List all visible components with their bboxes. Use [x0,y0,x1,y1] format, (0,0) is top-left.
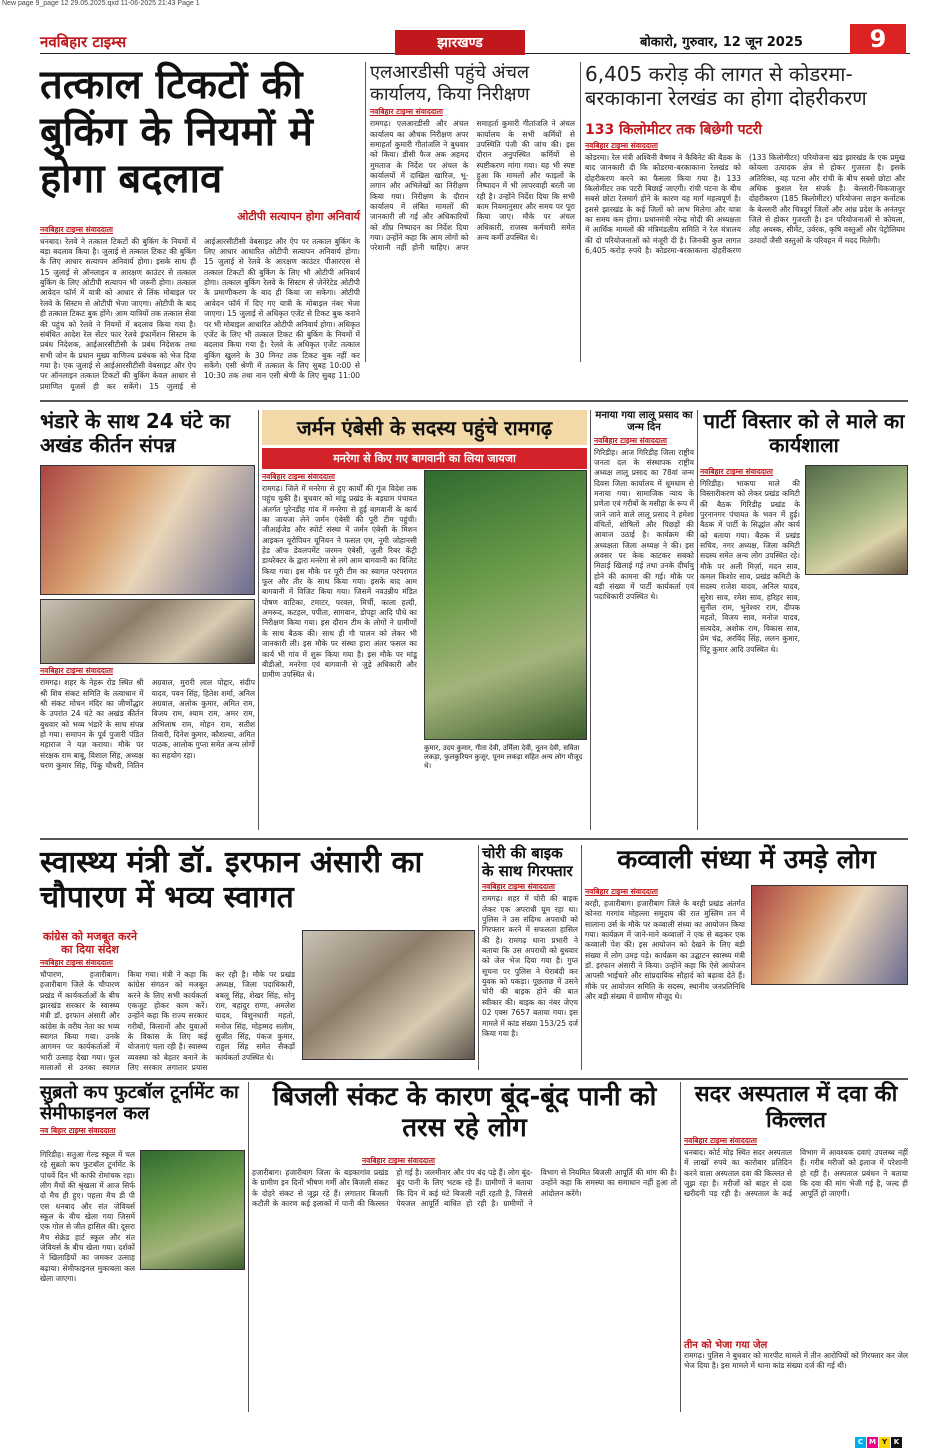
article-body: धनबाद। रेलवे ने तत्काल टिकटों की बुकिंग के नियमों में बड़ा बदलाव किया है। जुलाई से तत्काल टिकट की बुकिंग के लिए आधार सत्यापन अनिवार्य होगा। इसके साथ ही 15 जुलाई से ऑनलाइन व आरक्षण काउंटर से तत्काल बुकिंग के लिए ओटीपी सत्यापन भी जरूरी होगा। तत्काल आवेदन फॉर्म में यात्री को आधार से लिंक मोबाइल पर रेलवे के सिस्टम से ओटीपी भेजा जाएगा। ओटीपी के बाद ही तत्काल टिकट बुक होंगे। आम यात्रियों तक तत्काल सेवा की पहुंच को रेलवे ने नियमों में बदलाव किया गया है। संबंधित आदेश रेल सेंटर फार रेलवे इंफार्मेशन सिस्टम के प्रबंध निदेशक, आईआरसीटीसी के प्रबंध निदेशक तथा सभी जोन के प्रधान मुख्य वाणिज्य प्रबंधक को भेज दिया गया है। एक जुलाई से आईआरसीटीसी वेबसाइट और ऐप पर ऑनलाइन तत्काल टिकटों की बुकिंग केवल आधार से प्रमाणित यूजर्स ही कर सकेंगे। 15 जुलाई से आईआरसीटीसी वेबसाइट और ऐप पर तत्काल बुकिंग के लिए आधार आधारित ओटीपी सत्यापन अनिवार्य होगा। 15 जुलाई से रेलवे के आरक्षण काउंटर पीआरएस से तत्काल टिकटों की बुकिंग के लिए भी ओटीपी अनिवार्य होगा। तत्काल बुकिंग रेलवे के सिस्टम से जेनेरेटेड ओटीपी के प्रमाणीकरण के बाद ही किया जा सकेगा। ओटीपी आवेदन फॉर्म में दिए गए यात्री के मोबाइल नंबर भेजा जाएगा। 15 जुलाई से अधिकृत एजेंट से टिकट बुक कराने पर भी मोबाइल आधारित ओटीपी अनिवार्य होगा। अधिकृत एजेंट के लिए भी तत्काल टिकट की बुकिंग के नियमों में बदलाव किया गया है। रेलवे के अधिकृत एजेंट तत्काल बुकिंग खुलने के 30 मिनट तक टिकट बुक नहीं कर सकेंगे। एसी श्रेणी में तत्काल के लिए सुबह 10:00 से 10:30 तक तथा नान एसी श्रेणी के लिए सुबह 11:00 [40,236,360,391]
sub-article-body: रामगढ़। पुलिस ने बुधवार को मारपीट मामले में तीन आरोपियों को गिरफ्तार कर जेल भेज दिया है। इस मामले में थाना कांड संख्या दर्ज की गई थी। [684,1350,908,1371]
byline: नव बिहार टाइम्स संवाददाता [40,1126,116,1136]
article-body: गिरिडीह। भाकपा माले की विस्तारीकरण को लेकर प्रखंड कमिटी की बैठक गिरिडीह प्रखंड के पुरनानगर पंचायत के भवन में हुई। बैठक में पार्टी के सिद्धांत और कार्य को बताया गया। बैठक में प्रखंड सचिव, नगर अध्यक्ष, जिला कमिटी सदस्य समेत अन्य लोग उपस्थित रहे। मौके पर अली मिर्ज़ा, मदन साव, कमल किशोर साव, प्रखंड कमिटी के सदस्य राजेश यादव, अनिल यादव, सुरेश साव, रमेश साव, हरिहर साव, सुनील राम, भुनेश्वर राम, दीपक महतो, विजय साव, मनोज यादव, सत्यदेव, अशोक राम, विकास साव, प्रेम चंद्र, अरविंद सिंह, ललन कुमार, पिंटू कुमार आदि उपस्थित थे। [700,479,800,654]
byline: नवबिहार टाइम्स संवाददाता [585,887,658,896]
article-body: चौपारण, हजारीबाग। हजारीबाग जिले के चौपारण प्रखंड में कार्यकर्ताओं के बीच झारखंड सरकार के स्वास्थ्य मंत्री डॉ. इरफान अंसारी और कांग्रेस के वरीय नेता का भव्य स्वागत किया गया। उनके आगमन पर कार्यकर्ताओं में भारी उत्साह देखा गया। फूल मालाओं से उनका स्वागत किया गया। मंत्री ने कहा कि कांग्रेस संगठन को मजबूत करने के लिए सभी कार्यकर्ता एकजुट होकर काम करें। उन्होंने कहा कि राज्य सरकार गरीबों, किसानों और युवाओं के विकास के लिए कई योजनाएं चला रही है। स्वास्थ्य व्यवस्था को बेहतर बनाने के लिए सरकार लगातार प्रयास कर रही है। मौके पर प्रखंड अध्यक्ष, जिला पदाधिकारी, बबलू सिंह, शेखर सिंह, सोनू राम, बहादुर राणा, अमलेश यादव, विशुनधारी महतो, मनोज सिंह, मोहम्मद सलीम, सुजीत सिंह, पंकज कुमार, राहुल सिंह समेत सैकड़ों कार्यकर्ता उपस्थित थे। [40,970,295,1073]
article-bijli [252,1082,677,1422]
registration-marks [855,1437,902,1448]
subhead: तीन को भेजा गया जेल [684,1339,768,1351]
article-qawwali [585,845,908,1075]
column-rule [590,410,591,830]
byline: नवबिहार टाइम्स संवाददाता [40,958,113,968]
headline: भंडारे के साथ 24 घंटे का अखंड कीर्तन संपन्न [40,409,231,457]
garden-photo [424,470,587,740]
column-rule [697,410,698,830]
article-body: रामगढ़। एलआरडीसी और अंचल कार्यालय का औचक निरीक्षण अपर समाहर्ता कुमारी गीतांजलि ने बुधवार को किया। डीसी फैज अक अहमद मुमताज के निर्देश पर अंचल के कार्यालयों में दाखिल खारिज, भू-लगान और अभिलेखों का निरीक्षण किया गया। निरीक्षण के दौरान कार्यालय में लंबित मामलों की जानकारी ली गई और अधिकारियों को शीघ्र निष्पादन का निर्देश दिया गया। उन्होंने कहा कि आम लोगों को परेशानी नहीं होनी चाहिए। अपर समाहर्ता कुमारी गीतांजलि ने अंचल कार्यालय के सभी कर्मियों से उपस्थिति पंजी की जांच की। इस दौरान अनुपस्थित कर्मियों से स्पष्टीकरण मांगा गया। यह भी स्पष्ट हुआ कि मामलों और फाइलों के निष्पादन में भी लापरवाही बरती जा रही है। उन्होंने निर्देश दिया कि सभी काम नियमानुसार और समय पर पूरा किया जाए। मौके पर अंचल अधिकारी, राजस्व कर्मचारी समेत अन्य कर्मी उपस्थित थे। [370,119,575,253]
article-chori [482,845,578,1075]
byline: नवबिहार टाइम्स संवाददाता [40,224,113,234]
article-kirtan [40,410,255,835]
article-body: रामगढ़। शहर में चोरी की बाइक लेकर एक अपराधी घूम रहा था। पुलिस ने उस संदिग्ध अपराधी को गिरफ्तार करने में सफलता हासिल की है। रामगढ़ थाना प्रभारी ने बताया कि उस अपराधी को बुधवार को जेल भेज दिया गया है। गुप्त सूचना पर पुलिस ने घेराबंदी कर युवक को पकड़ा। पूछताछ में उसने चोरी की बाइक होने की बात स्वीकार की। बाइक का नंबर जेएच 02 एक्स 7657 बताया गया। इस मामले में कांड संख्या 153/25 दर्ज किया गया है। [482,894,578,1038]
football-photo [140,1150,245,1270]
black-mark: K [891,1437,902,1448]
article-german [262,410,587,835]
article-body: बरही, हजारीबाग। हजारीबाग जिले के बरही प्रखंड अंतर्गत कोनरा गरगांव मोहल्ला समुदाय की रात मुस्लिम तन में सालाना उर्स के मौके पर कव्वाली संध्या का आयोजन किया गया। कार्यक्रम में जाने-माने कव्वालों ने एक से बढ़कर एक कव्वाली पेश की। इस आयोजन को देखने के लिए बड़ी संख्या में लोग उमड़ पड़े। कार्यक्रम का उद्घाटन स्वास्थ्य मंत्री डॉ. इरफान अंसारी ने किया। उन्होंने कहा कि ऐसे आयोजन आपसी भाईचारे और सांप्रदायिक सौहार्द को बढ़ावा देते हैं। मौके पर आयोजन समिति के सदस्य, स्थानीय जनप्रतिनिधि और बड़ी संख्या में ग्रामीण मौजूद थे। [585,899,745,1002]
section-banner: झारखण्ड [395,30,525,55]
headline: जर्मन एंबेसी के सदस्य पहुंचे रामगढ़ [262,410,587,445]
article-rail [585,62,905,362]
headline: एलआरडीसी पहुंचे अंचल कार्यालय, किया निरीक्षण [370,62,530,105]
headline: कव्वाली संध्या में उमड़े लोग [617,845,876,875]
photo-caption: कुमार, उदय कुमार, गीता देवी, उर्मिला देवी, नूतन देवी, सविता लकड़ा, फुलकुरियन कुजूर, पूनम लकड़ा सहित अन्य लोग मौजूद थे। [424,744,587,771]
column-rule [580,62,581,362]
section-divider [40,1078,908,1080]
minister-photo [302,930,475,1060]
byline: नवबिहार टाइम्स संवाददाता [482,882,555,892]
byline: नवबिहार टाइम्स संवाददाता [684,1135,757,1145]
subhead: कांग्रेस को मजबूत करने का दिया संदेश [42,930,138,957]
masthead [40,25,910,54]
headline: तत्काल टिकटों की बुकिंग के नियमों में होगा बदलाव [40,62,313,203]
article-health [40,845,475,1075]
subhead: मनरेगा से किए गए बागवानी का लिया जायजा [262,448,587,469]
article-lrdc [370,62,575,362]
article-body: गिरिडीह। सतुआ गेल्ड स्कूल में चल रहे सुब्रतो कप फुटबॉल टूर्नामेंट के पांचवें दिन भी काफी रोमांचक रहा। लीग मैचों की श्रृंखला में आज सिर्फ दो मैच ही हुए। पहला मैच डी पी एस धनबाद और संत जेवियर्स स्कूल के बीच खेला गया जिसमें एक गोल से जीत हासिल की। दूसरा मैच सेक्रेड हार्ट स्कूल और संत जेवियर्स के बीच खेला गया। दर्शकों ने खिलाड़ियों का जमकर उत्साह बढ़ाया। सेमीफाइनल मुकाबला कल खेला जाएगा। [40,1150,135,1284]
article-body: हजारीबाग। हजारीबाग जिला के बड़कागांव प्रखंड के ग्रामीण इन दिनों भीषण गर्मी और बिजली संकट के दोहरे संकट से जूझ रहे हैं। लगातार बिजली कटौती के कारण कई इलाकों में पानी की किल्लत हो गई है। जलमीनार और पंप बंद पड़े हैं। लोग बूंद-बूंद पानी के लिए भटक रहे हैं। ग्रामीणों ने बताया कि दिन में कई घंटे बिजली नहीं रहती है, जिससे पेयजल आपूर्ति बाधित हो रही है। ग्रामीणों ने विभाग से नियमित बिजली आपूर्ति की मांग की है। उन्होंने कहा कि समस्या का समाधान नहीं हुआ तो आंदोलन करेंगे। [252,1168,677,1209]
qawwali-photo [751,885,908,985]
subhead: 133 किलोमीटर तक बिछेगी पटरी [585,122,763,138]
brand-name: नवबिहार टाइम्स [40,33,127,51]
article-body: गिरिडीह। आज गिरिडीह जिला राष्ट्रीय जनता दल के संस्थापक राष्ट्रीय अध्यक्ष लालू प्रसाद का 78वां जन्म दिवस जिला कार्यालय में धूमधाम से मनाया गया। सामाजिक न्याय के प्रणेता एवं गरीबों के मसीहा के रूप में जाने जाने वाले लालू प्रसाद ने हमेशा वंचितों, शोषितों और पिछड़ों की आवाज उठाई है। कार्यक्रम की अध्यक्षता जिला अध्यक्ष ने की। इस अवसर पर केक काटकर सबको मिठाई खिलाई गई तथा उनके दीर्घायु होने की कामना की गई। मौके पर बड़ी संख्या में पार्टी कार्यकर्ता एवं पदाधिकारी उपस्थित थे। [594,447,694,602]
article-body: रामगढ़। जिले में मनरेगा से हुए कार्यों की गूंज विदेश तक पहुंच चुकी है। बुधवार को मांडू प्रखंड के बड़ग्राम पंचायत अंतर्गत पुरेनडीह गांव में मनरेगा से हुई बागवानी के कार्य का जायजा लेने जर्मन एंबेसी की पूरी टीम पहुंची। जीआईजेड और स्पोर्ट संस्था में जर्मन एंबेसी के मिशन आइकन यूरोपियन यूनियन ने फसल एम, नूमी जोहानसी हेड ऑफ डेवलपमेंट जरमन एंबेसी, जुली रिबर केंट्री डायरेक्टर के द्वारा मनरेगा से लगे आम बागवानी का विजिट किया गया। इस मौके पर पूरी टीम का स्वागत परंपरागत फूल और तीर के साथ किया गया। इसके बाद आम बागवानी में विजिट किया गया। जिसमें नवउन्नीय मंडित पोषण वाटिका, टमाटर, परवल, मिर्ची, काला हल्दी, अमरूद, कटहल, पपीता, सागवान, डोपट्टा आदि पौधे का निरीक्षण किया गया। इस दौरान टीम के लोगों ने ग्रामीणों के साथ बैठक की। साथ ही गौ पालन को लेकर भी जानकारी ली। इस मौके पर संस्था हारा अंतर फसल का कार्य भी गांव में शुरू किया गया है। इस मौके पर मांडू बीडीओ, मनरेगा एवं बागवानी से जुड़े अधिकारी और ग्रामीण उपस्थित थे। [262,484,417,680]
byline: नवबिहार टाइम्स संवाददाता [40,666,113,676]
print-info: New page 9_page 12 29.05.2025.qxd 11-06-2025 21:43 Page 1 [2,0,200,7]
article-hospital [684,1082,908,1422]
byline: नवबिहार टाइम्स संवाददाता [594,435,667,445]
section-divider [40,400,908,402]
article-body: रामगढ़। शहर के नेहरू रोड स्थित श्री श्री शिव संकट समिति के तत्वाधान में श्री संकट मोचन मंदिर का जीर्णोद्धार के उपरांत 24 घंटे का अखंड कीर्तन बुधवार को भव्य भंडारे के साथ संपन्न हो गया। समापन के पूर्व पुजारी पंडित महाराज ने यज्ञ कराया। मौके पर संरक्षक राम बाबू, विशाल सिंह, अध्यक्ष चरण कुमार सिंह, पिंकू चौधरी, नितिन अग्रवाल, मुरारी लाल पोद्दार, संदीप यादव, पवन सिंह, हितेश शर्मा, अनिल अग्रवाल, अलोक कुमार, अमित राम, विजय राम, श्याम राम, अमर राम, अभिलाष राम, मोहन राम, सतीश तिवारी, दिनेश कुमार, कौशल्या, अमित पाठक, आलोक गुप्ता समेत अन्य लोगों का सहयोग रहा। [40,678,255,770]
column-rule [248,1082,249,1412]
column-rule [581,845,582,1070]
article-football [40,1082,245,1422]
kirtan-photo [40,465,255,595]
byline: नवबिहार टाइम्स संवाददाता [370,107,443,117]
headline: सुब्रतो कप फुटबॉल टूर्नामेंट का सेमीफाइनल कल [40,1082,239,1125]
column-rule [478,845,479,1070]
headline: स्वास्थ्य मंत्री डॉ. इरफान अंसारी का चौपारण में भव्य स्वागत [40,845,423,916]
article-lalu [594,410,694,835]
headline: 6,405 करोड़ की लागत से कोडरमा-बरकाकाना रेलखंड का होगा दोहरीकरण [585,62,867,110]
section-divider [40,838,908,840]
headline: सदर अस्पताल में दवा की किल्लत [694,1082,898,1133]
headline: पार्टी विस्तार को ले माले का कार्यशाला [703,409,905,457]
byline: नवबिहार टाइम्स संवाददाता [585,141,658,150]
kirtan-photo-2 [40,599,255,664]
column-rule [258,410,259,830]
yellow-mark: Y [879,1437,890,1448]
magenta-mark: M [867,1437,878,1448]
byline: नवबिहार टाइम्स संवाददाता [700,467,773,476]
page-number: 9 [850,24,906,54]
article-tatkal [40,62,360,397]
dateline: बोकारो, गुरुवार, 12 जून 2025 [640,35,803,50]
article-body: धनबाद। कोर्ट मोड़ स्थित सदर अस्पताल में लाखों रुपये का कारोबार प्रतिदिन करने वाला अस्पताल दवा की किल्लत से जूझ रहा है। मरीजों को बाहर से दवा खरीदनी पड़ रही है। अस्पताल के कई विभाग में आवश्यक दवाएं उपलब्ध नहीं हैं। गरीब मरीजों को इलाज में परेशानी हो रही है। अस्पताल प्रबंधन ने बताया कि दवा की मांग भेजी गई है, जल्द ही आपूर्ति हो जाएगी। [684,1147,908,1199]
byline: नवबिहार टाइम्स संवाददाता [362,1156,435,1165]
article-party [700,410,908,835]
cyan-mark: C [855,1437,866,1448]
article-body: कोडरमा। रेल मंत्री अश्विनी वैष्णव ने कैबिनेट की बैठक के बाद जानकारी दी कि कोडरमा-बरकाकाना रेलखंड को दोहरीकरण करने का फैसला किया गया है। 133 किलोमीटर तक पटरी बिछाई जाएगी। रांची पटना के बीच सबसे छोटा रेलमार्ग होने के कारण यह मार्ग महत्वपूर्ण है। इससे झारखंड के कई जिलों को लाभ मिलेगा और यात्रा का समय कम होगा। प्रधानमंत्री नरेन्द्र मोदी की अध्यक्षता में आर्थिक मामलों की मंत्रिमंडलीय समिति ने रेल मंत्रालय की दो परियोजनाओं को मंजूरी दी है। जिनकी कुल लागत 6,405 करोड़ रुपये है। कोडरमा-बरकाकाना दोहरीकरण (133 किलोमीटर) परियोजना खंड झारखंड के एक प्रमुख कोयला उत्पादक क्षेत्र से होकर गुजरता है। इसके अतिरिक्त, यह पटना और रांची के बीच सबसे छोटा और अधिक कुशल रेल संपर्क है। बेल्लारी-चिकजाजुर दोहरीकरण (185 किलोमीटर) परियोजना लाइन कर्नाटक के बेल्लारी और चित्रदुर्ग जिलों और आंध्र प्रदेश के अनंतपुर जिले से होकर गुजरती है। इन परियोजनाओं से कोयला, लौह अयस्क, सीमेंट, उर्वरक, कृषि वस्तुओं और पेट्रोलियम उत्पादों जैसी वस्तुओं के परिवहन में मदद मिलेगी। [585,153,905,256]
subhead: ओटीपी सत्यापन होगा अनिवार्य [237,209,360,223]
column-rule [365,62,366,362]
column-rule [680,1082,681,1412]
headline: चोरी की बाइक के साथ गिरफ्तार [482,844,573,880]
headline: बिजली संकट के कारण बूंद-बूंद पानी को तरस रहे लोग [272,1082,657,1143]
kicker: मनाया गया लालू प्रसाद का जन्म दिन [595,410,693,433]
byline: नवबिहार टाइम्स संवाददाता [262,472,335,481]
party-photo [805,465,908,575]
